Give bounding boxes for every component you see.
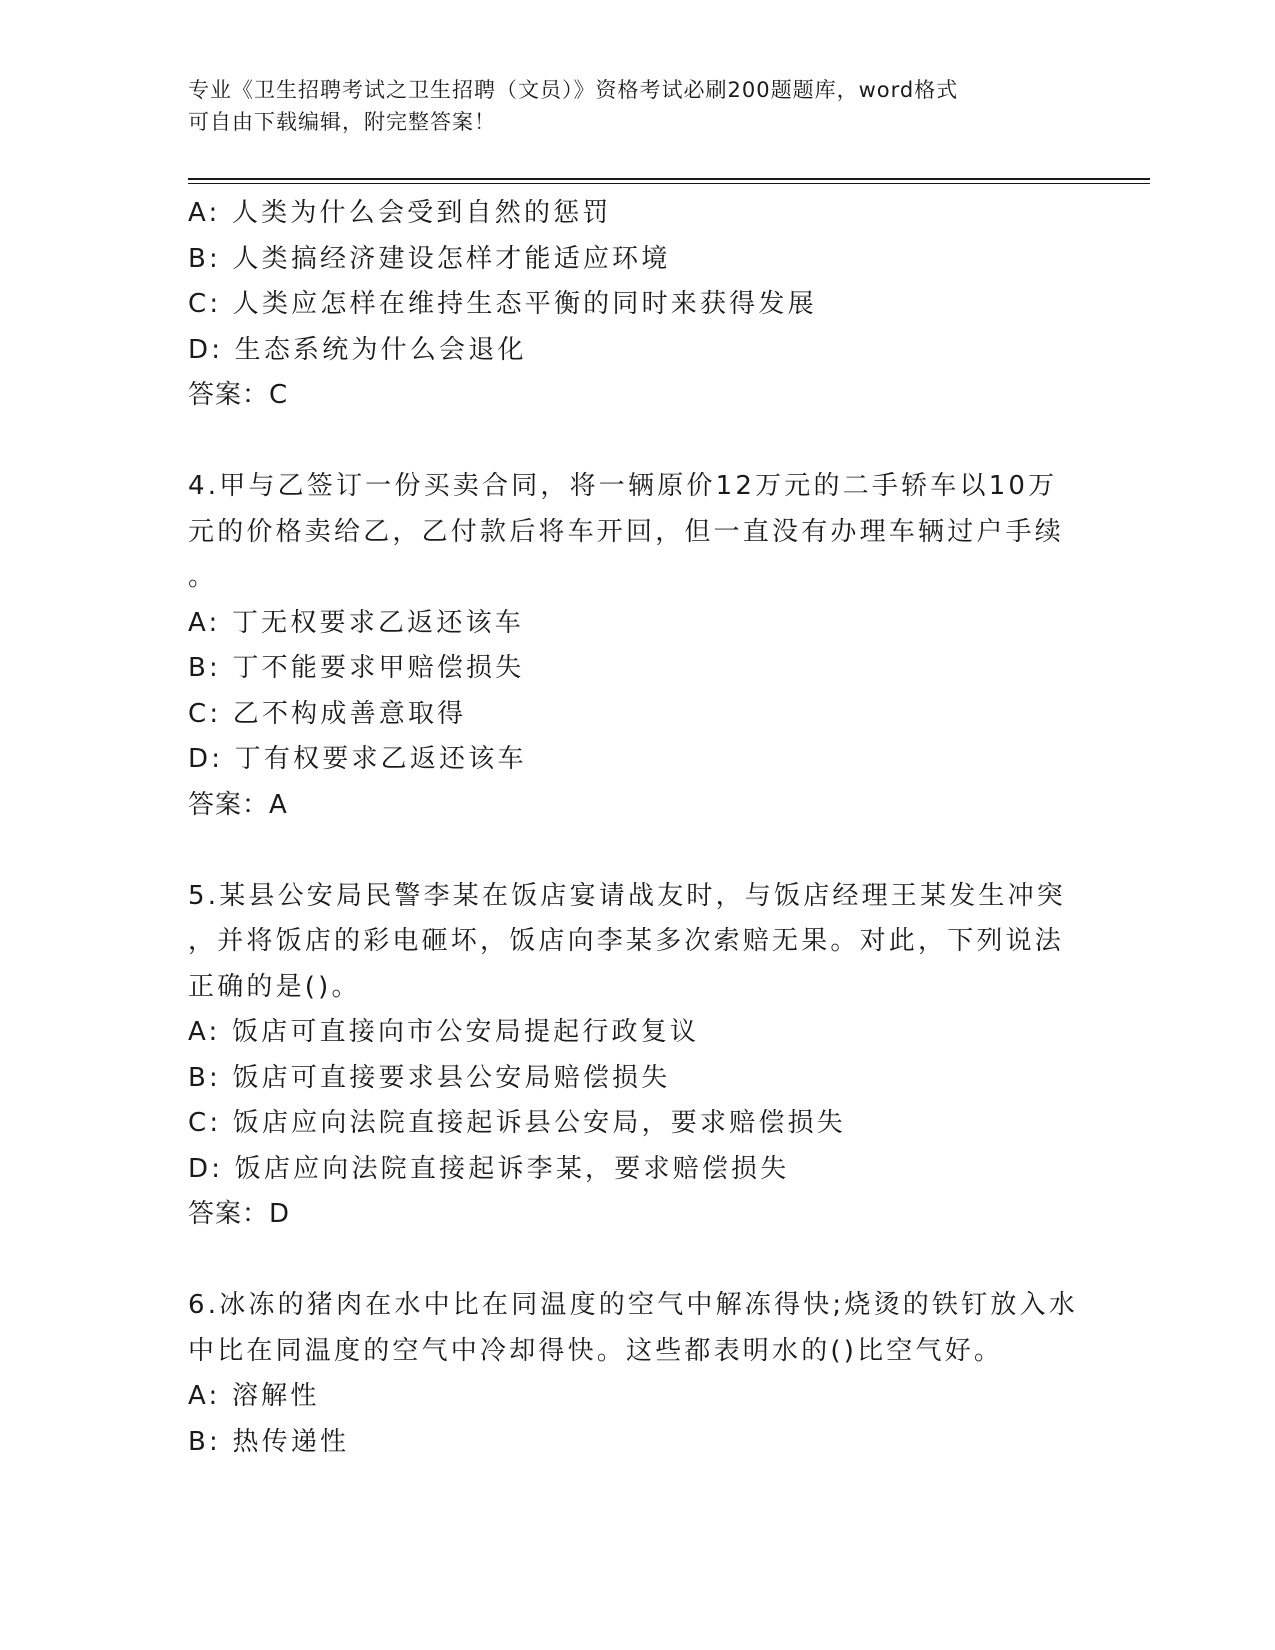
option-a: A: 人类为什么会受到自然的惩罚 [188, 198, 612, 228]
option-b: B: 丁不能要求甲赔偿损失 [188, 653, 525, 683]
option-a: A: 溶解性 [188, 1381, 320, 1411]
question-stem-line: 4.甲与乙签订一份买卖合同，将一辆原价12万元的二手轿车以10万 [188, 471, 1058, 501]
question-6 [188, 1283, 1088, 1465]
option-c: C: 人类应怎样在维持生态平衡的同时来获得发展 [188, 289, 817, 319]
question-3 [188, 191, 1088, 419]
question-list [188, 191, 1088, 1465]
question-stem-line: 。 [188, 562, 218, 592]
option-c: C: 饭店应向法院直接起诉县公安局，要求赔偿损失 [188, 1108, 846, 1138]
header-line-2: 可自由下载编辑，附完整答案！ [188, 110, 496, 134]
answer: 答案：C [188, 380, 289, 410]
option-a: A: 饭店可直接向市公安局提起行政复议 [188, 1017, 700, 1047]
question-spacer [188, 419, 1088, 465]
option-b: B: 人类搞经济建设怎样才能适应环境 [188, 243, 671, 274]
header-line-1: 专业《卫生招聘考试之卫生招聘（文员）》资格考试必刷200题题库，word格式 [188, 78, 959, 102]
answer: 答案：D [188, 1199, 291, 1229]
question-stem-line: 6.冰冻的猪肉在水中比在同温度的空气中解冻得快;烧烫的铁钉放入水 [188, 1290, 1078, 1320]
option-c: C: 乙不构成善意取得 [188, 698, 467, 729]
question-stem-line: 正确的是()。 [188, 971, 361, 1002]
question-stem-line: ，并将饭店的彩电砸坏，饭店向李某多次索赔无果。对此，下列说法 [188, 926, 1065, 956]
header-divider-thin [188, 183, 1150, 184]
option-a: A: 丁无权要求乙返还该车 [188, 607, 524, 638]
option-b: B: 热传递性 [188, 1426, 350, 1457]
header-divider-thick [188, 178, 1150, 180]
question-spacer [188, 828, 1088, 874]
question-stem-line: 中比在同温度的空气中冷却得快。这些都表明水的()比空气好。 [188, 1335, 1004, 1366]
question-5 [188, 874, 1088, 1238]
question-spacer [188, 1238, 1088, 1284]
option-d: D: 生态系统为什么会退化 [188, 334, 527, 365]
question-stem-line: 元的价格卖给乙，乙付款后将车开回，但一直没有办理车辆过户手续 [188, 516, 1065, 547]
document-header [188, 74, 1088, 138]
question-4 [188, 464, 1088, 828]
option-d: D: 饭店应向法院直接起诉李某，要求赔偿损失 [188, 1153, 790, 1184]
answer: 答案：A [188, 789, 288, 820]
option-b: B: 饭店可直接要求县公安局赔偿损失 [188, 1062, 671, 1093]
question-stem-line: 5.某县公安局民警李某在饭店宴请战友时，与饭店经理王某发生冲突 [188, 880, 1067, 911]
option-d: D: 丁有权要求乙返还该车 [188, 744, 527, 774]
